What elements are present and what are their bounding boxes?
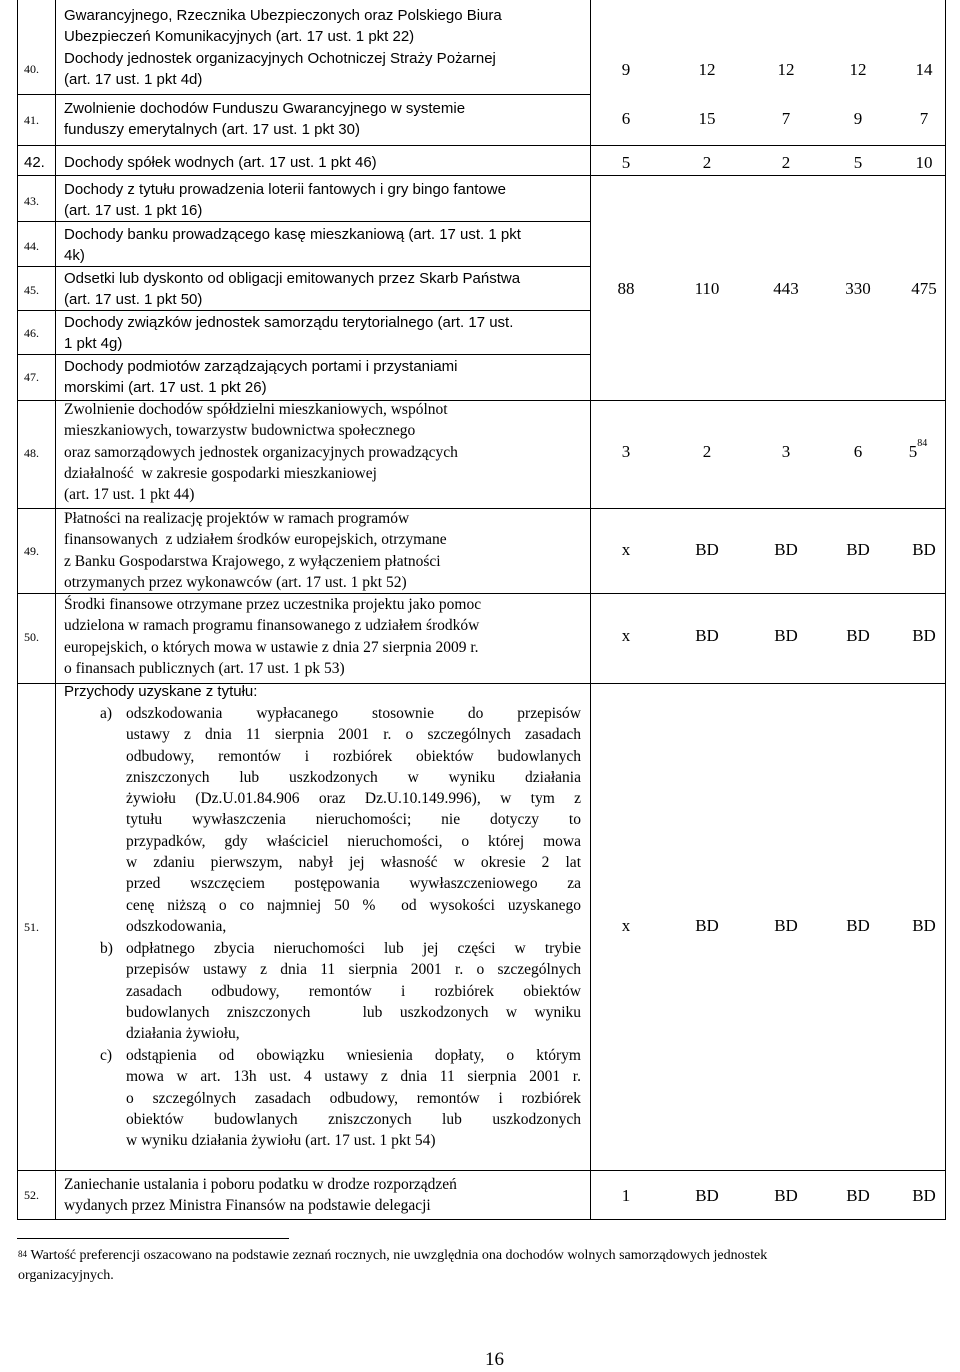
row-description: Środki finansowe otrzymane przez uczestnika projektu jako pomoc udzielona w ramach programu finansowanego z udziałem środków europejskich, o których mowa w ustawie z dnia 27 sierpnia 2009 r. o finansach publicznych (art. 17 ust. 1 pk 53) <box>64 596 482 677</box>
value-cell: 3 <box>621 442 631 461</box>
footnote-ref: 84 <box>917 438 928 449</box>
row-description: Dochody podmiotów zarządzających portami i przystaniami morskimi (art. 17 ust. 1 pkt 26) <box>64 358 458 397</box>
list-item-text: odpłatnego zbycia nieruchomości lub jej części w trybie przepisów ustawy z dnia 11 sierpnia 2001 r. o szczególnych zasadach odbudowy, remontów i rozbiórek obiektów budowlanych zniszczonych lub uszkodzonych w wyniku działania żywiołu, <box>126 940 581 1043</box>
value-cell: 7 <box>781 109 791 128</box>
row-number: 51. <box>24 920 39 934</box>
row-description: Zwolnienie dochodów Funduszu Gwarancyjnego w systemie funduszy emerytalnych (art. 17 ust. 1 pkt 30) <box>64 100 466 139</box>
value-cell: 6 <box>853 442 863 461</box>
value-cell: BD <box>774 916 798 935</box>
value-cell: BD <box>912 1186 936 1205</box>
value-cell: 7 <box>919 109 929 128</box>
row-intro: Przychody uzyskane z tytułu: <box>64 683 258 700</box>
value-cell: 9 <box>853 109 863 128</box>
list-marker: c) <box>100 1047 113 1064</box>
value-cell: BD <box>912 916 936 935</box>
value-cell: 1 <box>621 1186 631 1205</box>
value-cell: BD <box>695 916 719 935</box>
row-description: Odsetki lub dyskonto od obligacji emitowanych przez Skarb Państwa (art. 17 ust. 1 pkt 50) <box>64 270 521 309</box>
value-cell: 3 <box>781 442 791 461</box>
page-number: 16 <box>485 1349 504 1370</box>
value-cell: BD <box>695 1186 719 1205</box>
row-description: Dochody banku prowadzącego kasę mieszkaniową (art. 17 ust. 1 pkt 4k) <box>64 226 521 265</box>
value-cell: BD <box>846 1186 870 1205</box>
row-number: 48. <box>24 446 39 460</box>
value-cell: 15 <box>698 109 716 128</box>
value-cell: 12 <box>849 60 867 79</box>
value-cell: 6 <box>621 109 631 128</box>
row-number: 46. <box>24 326 39 340</box>
row-number: 52. <box>24 1188 39 1202</box>
value-cell: $5^{84}$ <box>908 438 928 461</box>
value-cell: BD <box>846 626 870 645</box>
value-cell: BD <box>846 540 870 559</box>
value-cell: 14 <box>915 60 933 79</box>
value-cell: 9 <box>621 60 631 79</box>
value-cell: 5 <box>853 153 863 172</box>
value-cell: BD <box>846 916 870 935</box>
value-cell: 2 <box>781 153 791 172</box>
value-cell: x <box>621 540 631 559</box>
row-number: 45. <box>24 283 39 297</box>
row-number: 47. <box>24 370 39 384</box>
list-item-text: odstąpienia od obowiązku wniesienia dopłaty, o którym mowa w art. 13h ust. 4 ustawy z dnia 11 sierpnia 2001 r. o szczególnych zasadach odbudowy, remontów i rozbiórek obiektów budowlanych zniszczonych lub uszkodzonych w wyniku działania żywiołu (art. 17 ust. 1 pkt 54) <box>126 1047 581 1150</box>
value-cell: x <box>621 916 631 935</box>
row-number: 44. <box>24 239 39 253</box>
value-cell: x <box>621 626 631 645</box>
value-cell: BD <box>695 540 719 559</box>
footnote-marker: 84 <box>18 1249 27 1259</box>
row-number: 42. <box>24 154 45 171</box>
row-number: 50. <box>24 630 39 644</box>
value-cell: 2 <box>702 153 712 172</box>
value-cell: 2 <box>702 442 712 461</box>
row-number: 49. <box>24 544 39 558</box>
row-description: Dochody spółek wodnych (art. 17 ust. 1 pkt 46) <box>64 154 377 171</box>
row-description: Dochody związków jednostek samorządu terytorialnego (art. 17 ust. 1 pkt 4g) <box>64 314 514 353</box>
value-cell: BD <box>774 540 798 559</box>
value-cell: 110 <box>694 279 720 298</box>
value-cell: BD <box>774 626 798 645</box>
row-number: 43. <box>24 194 39 208</box>
row-number: 40. <box>24 62 39 76</box>
value-cell: 88 <box>617 279 635 298</box>
row-description: Płatności na realizację projektów w ramach programów finansowanych z udziałem środków europejskich, otrzymane z Banku Gospodarstwa Krajowego, z wyłączeniem płatności otrzymanych przez wykonawców (art. 17 ust. 1 pkt 52) <box>64 510 447 591</box>
footnote: $^{84}$ Wartość preferencji oszacowano na podstawie zeznań rocznych, nie uwzględnia ona dochodów wolnych samorządowych jednostek organizacyjnych. <box>18 1248 768 1283</box>
value-cell: BD <box>774 1186 798 1205</box>
value-cell: BD <box>912 626 936 645</box>
list-marker: a) <box>100 705 113 722</box>
value-cell: 12 <box>777 60 795 79</box>
row-description: Dochody z tytułu prowadzenia loterii fantowych i gry bingo fantowe (art. 17 ust. 1 pkt 16) <box>64 181 506 220</box>
row-description: Zaniechanie ustalania i poboru podatku w drodze rozporządzeń wydanych przez Ministra Finansów na podstawie delegacji <box>64 1176 457 1215</box>
list-marker: b) <box>100 940 113 957</box>
value-cell: BD <box>695 626 719 645</box>
row-number: 41. <box>24 113 39 127</box>
value-cell: 10 <box>915 153 933 172</box>
value-cell: 330 <box>845 279 871 298</box>
value-cell: 475 <box>911 279 937 298</box>
value-cell: 5 <box>621 153 631 172</box>
value-cell: 443 <box>773 279 799 298</box>
row-description: Zwolnienie dochodów spółdzielni mieszkaniowych, wspólnot mieszkaniowych, towarzystw budownictwa społecznego oraz samorządowych jednostek organizacyjnych prowadzących działalność w zakresie gospodarki mieszkaniowej (art. 17 ust. 1 pkt 44) <box>64 401 458 504</box>
list-item-text: odszkodowania wypłacanego stosownie do przepisów ustawy z dnia 11 sierpnia 2001 r. o szczególnych zasadach odbudowy, remontów i rozbiórek obiektów budowlanych zniszczonych lub uszkodzonych w wyniku działania żywiołu (Dz.U.01.84.906 oraz Dz.U.10.149.996), w tym z tytułu wywłaszczenia nieruchomości; nie dotyczy to przypadków, gdy właściciel nieruchomości, o której mowa w zdaniu pierwszym, nabył jej własność w okresie 2 lat przed wszczęciem postępowania wywłaszczeniowego za cenę niższą o co najmniej 50 % od wysokości uzyskanego odszkodowania, <box>126 705 581 935</box>
row-description: Gwarancyjnego, Rzecznika Ubezpieczonych oraz Polskiego Biura Ubezpieczeń Komunikacyjnych (art. 17 ust. 1 pkt 22) Dochody jednostek organizacyjnych Ochotniczej Straży Pożarnej (art. 17 ust. 1 pkt 4d) <box>64 7 502 88</box>
footnote-separator <box>17 1238 289 1239</box>
value-cell: BD <box>912 540 936 559</box>
value-cell: 12 <box>698 60 716 79</box>
